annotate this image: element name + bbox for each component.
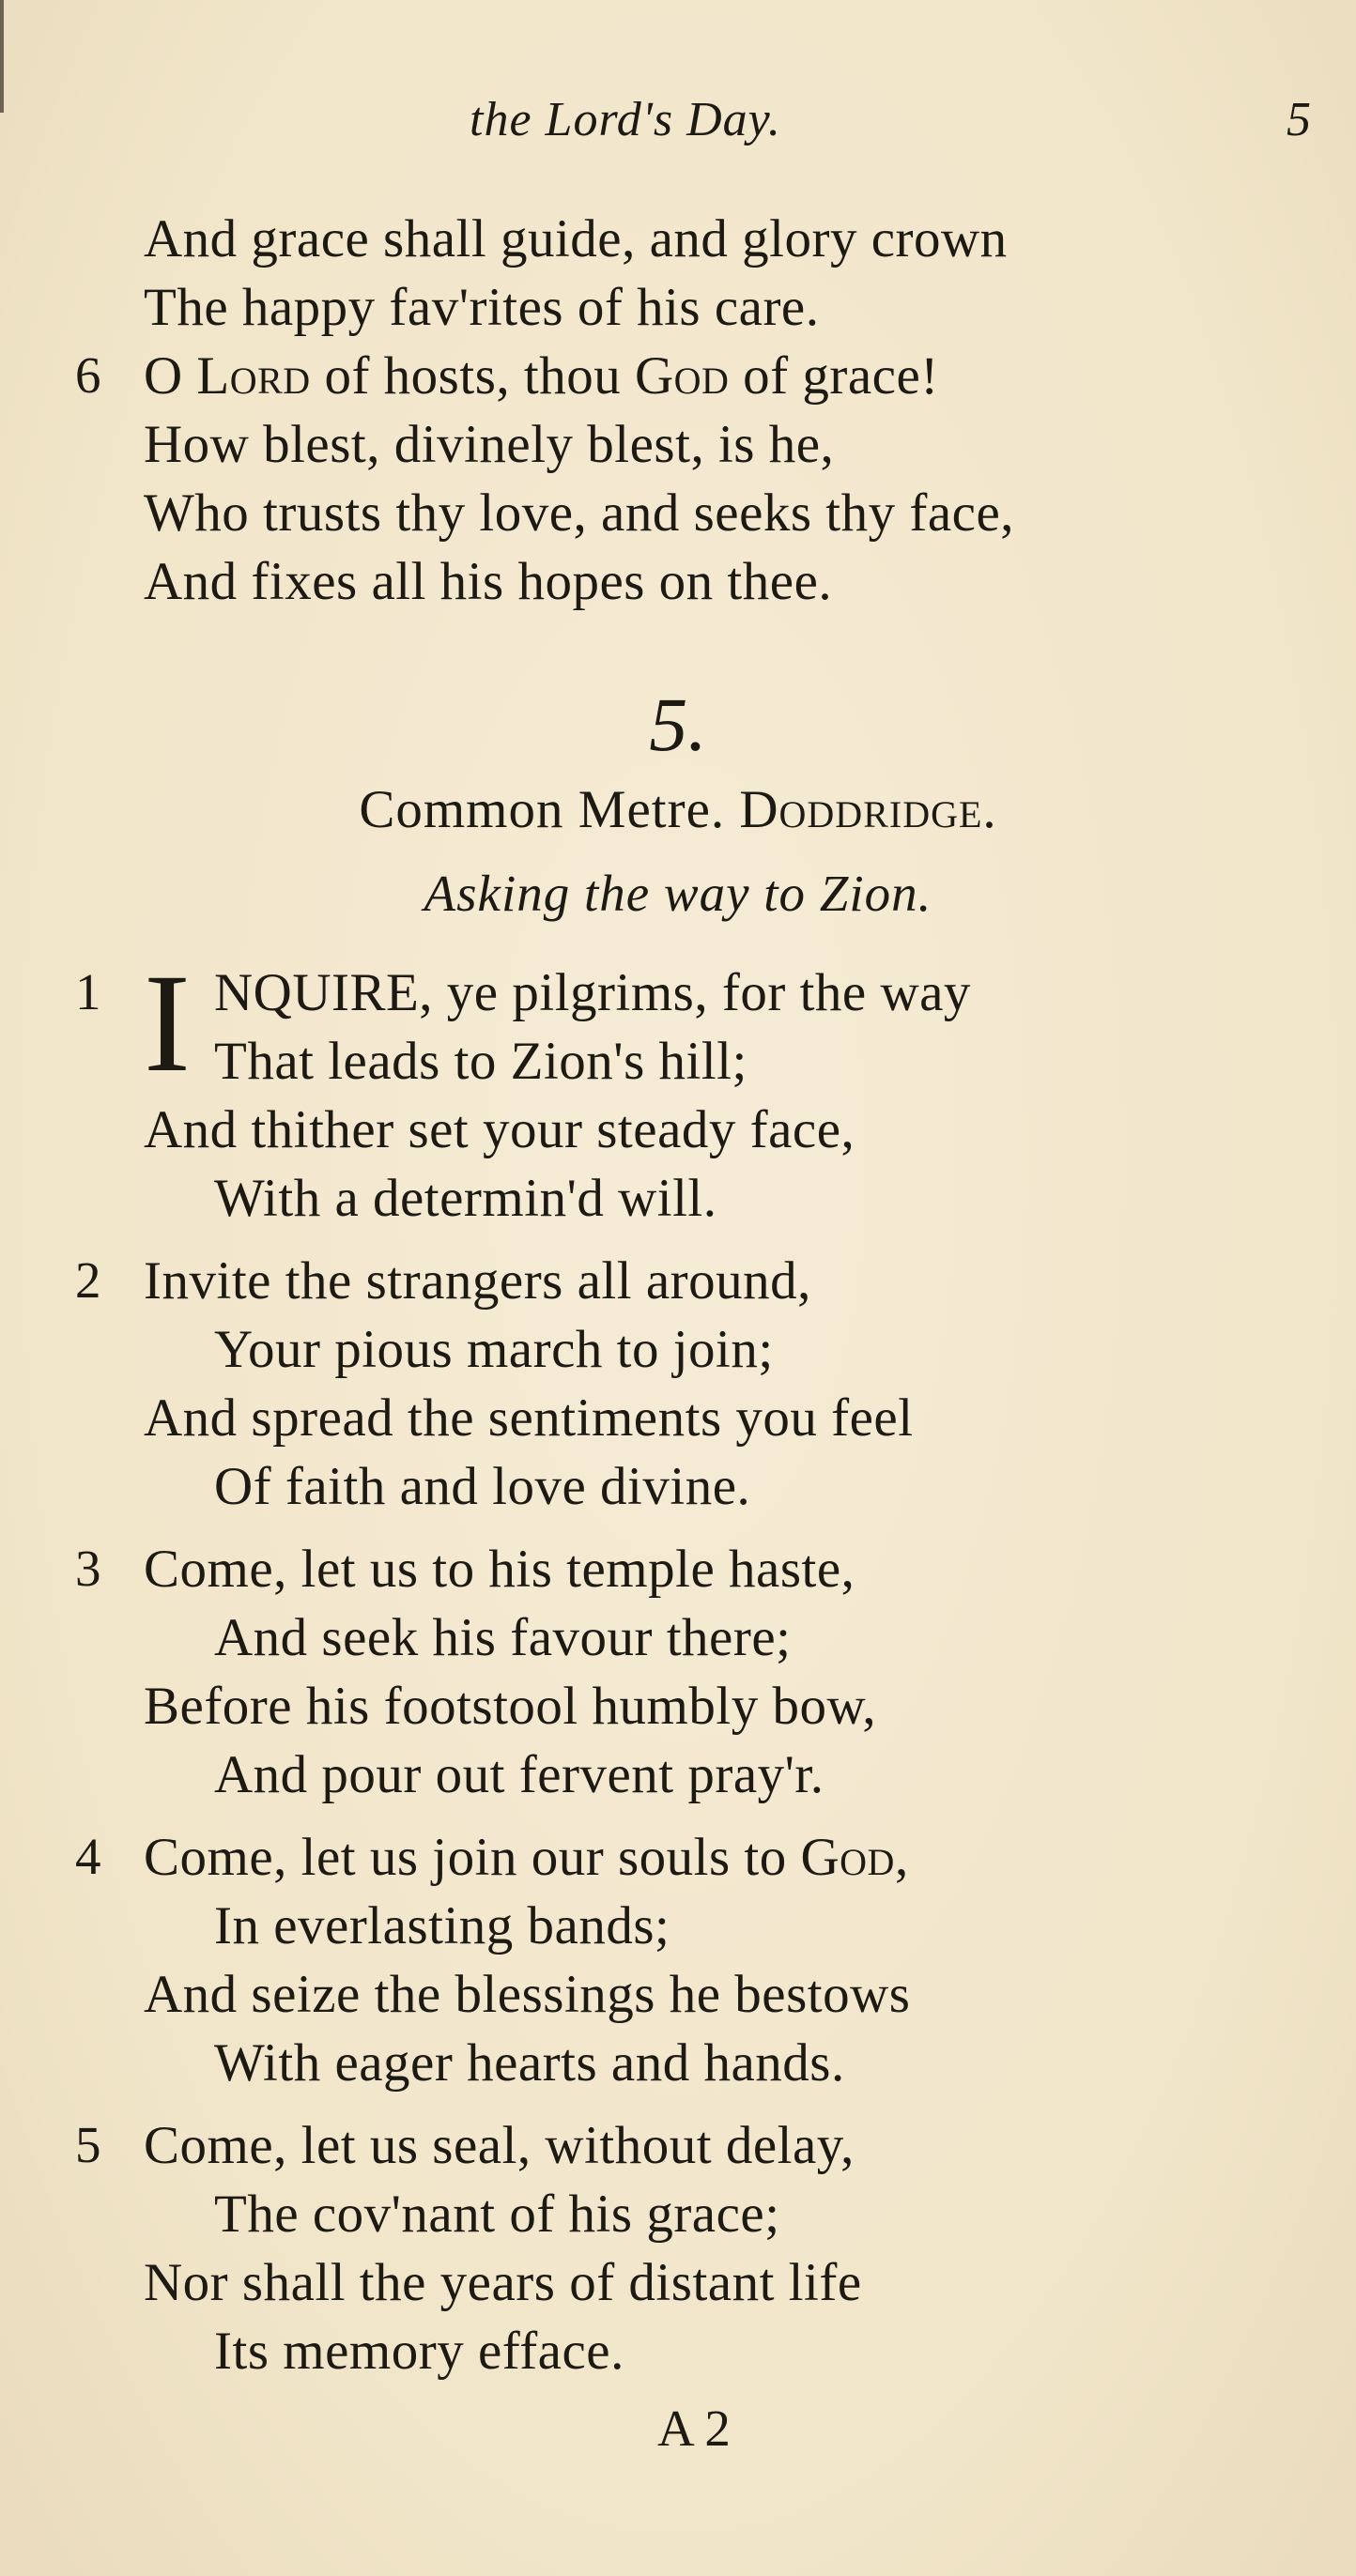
hymn-number: 5. <box>649 682 707 767</box>
verse-line: And grace shall guide, and glory crown <box>144 209 1008 268</box>
stanza-number: 3 <box>75 1540 101 1597</box>
author: Doddridge. <box>739 780 997 839</box>
verse-line: Your pious march to join; <box>214 1320 774 1379</box>
verse-line: How blest, divinely blest, is he, <box>144 415 835 474</box>
verse-line: And pour out fervent pray'r. <box>214 1745 824 1804</box>
small-caps-word: God <box>800 1828 895 1887</box>
verse-line: Its memory efface. <box>214 2322 624 2381</box>
stanza-number: 6 <box>75 346 101 404</box>
page-number: 5 <box>1287 93 1311 146</box>
stanza-number: 2 <box>75 1251 101 1309</box>
verse-line: With eager hearts and hands. <box>214 2033 845 2093</box>
signature-mark: A 2 <box>657 2400 731 2457</box>
verse-line: Come, let us seal, without delay, <box>144 2116 855 2175</box>
drop-cap: I <box>144 945 191 1101</box>
verse-line: O Lord of hosts, thou God of grace! <box>144 346 939 406</box>
stanza-number: 1 <box>75 963 101 1020</box>
verse-line: And fixes all his hopes on thee. <box>144 552 833 611</box>
verse-line: Nor shall the years of distant life <box>144 2253 862 2312</box>
verse-line: In everlasting bands; <box>214 1896 670 1955</box>
verse-line: Before his footstool humbly bow, <box>144 1677 877 1736</box>
verse-line: That leads to Zion's hill; <box>214 1032 747 1091</box>
verse-line: And seek his favour there; <box>214 1608 792 1667</box>
hymn-metre-line <box>0 779 1356 840</box>
verse-line: And thither set your steady face, <box>144 1100 855 1159</box>
hymn-title: Asking the way to Zion. <box>424 865 932 922</box>
verse-line: The happy fav'rites of his care. <box>144 278 820 337</box>
verse-line: And spread the sentiments you feel <box>144 1388 914 1448</box>
stanza-number: 4 <box>75 1828 101 1885</box>
small-caps-word: God <box>634 346 730 406</box>
running-head: the Lord's Day. <box>470 93 781 146</box>
verse-line: NQUIRE, ye pilgrims, for the way <box>214 963 971 1022</box>
verse-line: The cov'nant of his grace; <box>214 2185 780 2244</box>
verse-line: Invite the strangers all around, <box>144 1251 811 1311</box>
verse-line: With a determin'd will. <box>214 1169 717 1228</box>
verse-line: Of faith and love divine. <box>214 1457 751 1516</box>
metre: Common Metre. <box>359 780 726 839</box>
page-header <box>0 92 1356 158</box>
verse-line: Come, let us to his temple haste, <box>144 1540 855 1599</box>
verse-line: Come, let us join our souls to God, <box>144 1828 909 1887</box>
verse-line: Who trusts thy love, and seeks thy face, <box>144 483 1015 543</box>
stanza-number: 5 <box>75 2116 101 2173</box>
small-caps-word: Lord <box>196 346 311 406</box>
verse-line: And seize the blessings he bestows <box>144 1965 911 2024</box>
